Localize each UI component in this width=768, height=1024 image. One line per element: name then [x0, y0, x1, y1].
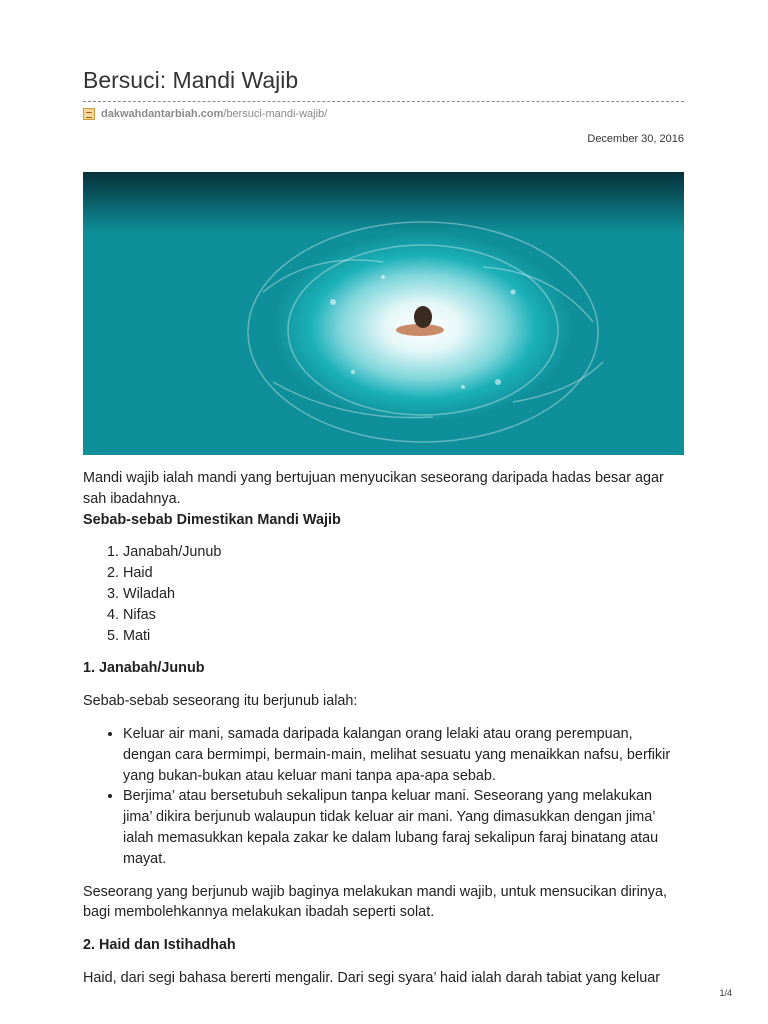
causes-heading: Sebab-sebab Dimestikan Mandi Wajib	[83, 511, 341, 528]
list-item: 1. Janabah/Junub	[123, 542, 684, 563]
article-body	[83, 468, 684, 989]
section-heading-janabah: 1. Janabah/Junub	[83, 660, 205, 677]
hero-image-swimmer	[83, 172, 684, 455]
list-item: 3. Wiladah	[123, 584, 684, 605]
swimmer	[396, 306, 444, 336]
section-heading-haid: 2. Haid dan Istihadhah	[83, 937, 236, 954]
list-item: • Berjima’ atau bersetubuh sekalipun tanpa keluar mani. Seseorang yang melakukan jima’ dikira berjunub walaupun tidak keluar air mani. Yang dimasukkan dengan jima’ ialah memasukkan kepala zakar ke dalam lubang faraj sekalipun faraj binatang atau mayat.	[123, 786, 684, 869]
section1-note: Seseorang yang berjunub wajib baginya melakukan mandi wajib, untuk mensucikan dirinya, bagi membolehkannya melakukan ibadah seperti solat.	[83, 883, 667, 921]
publish-date: December 30, 2016	[587, 133, 684, 145]
page-number: 1/4	[719, 988, 732, 998]
list-item: • Keluar air mani, samada daripada kalangan orang lelaki atau orang perempuan, dengan cara bermimpi, bermain-main, melihat sesuatu yang menaikkan nafsu, berfikir yang bukan-bukan atau keluar mani tanpa apa-apa sebab.	[123, 724, 684, 786]
source-path: /bersuci-mandi-wajib/	[223, 108, 328, 120]
section2-text: Haid, dari segi bahasa bererti mengalir. Dari segi syara’ haid ialah darah tabiat yang keluar	[83, 969, 661, 986]
source-link[interactable]	[83, 108, 327, 120]
page-title: Bersuci: Mandi Wajib	[83, 67, 299, 93]
site-favicon-icon	[83, 108, 95, 120]
causes-list	[83, 542, 684, 646]
intro-paragraph: Mandi wajib ialah mandi yang bertujuan menyucikan seseorang daripada hadas besar agar sah ibadahnya.	[83, 470, 664, 507]
list-item: 2. Haid	[123, 563, 684, 584]
junub-causes-list	[83, 724, 684, 870]
section1-intro: Sebab-sebab seseorang itu berjunub ialah:	[83, 693, 358, 710]
source-domain: dakwahdantarbiah.com	[101, 108, 224, 120]
list-item: 4. Nifas	[123, 605, 684, 626]
hero-illustration	[83, 172, 684, 455]
list-item: 5. Mati	[123, 626, 684, 647]
title-divider	[83, 101, 684, 102]
